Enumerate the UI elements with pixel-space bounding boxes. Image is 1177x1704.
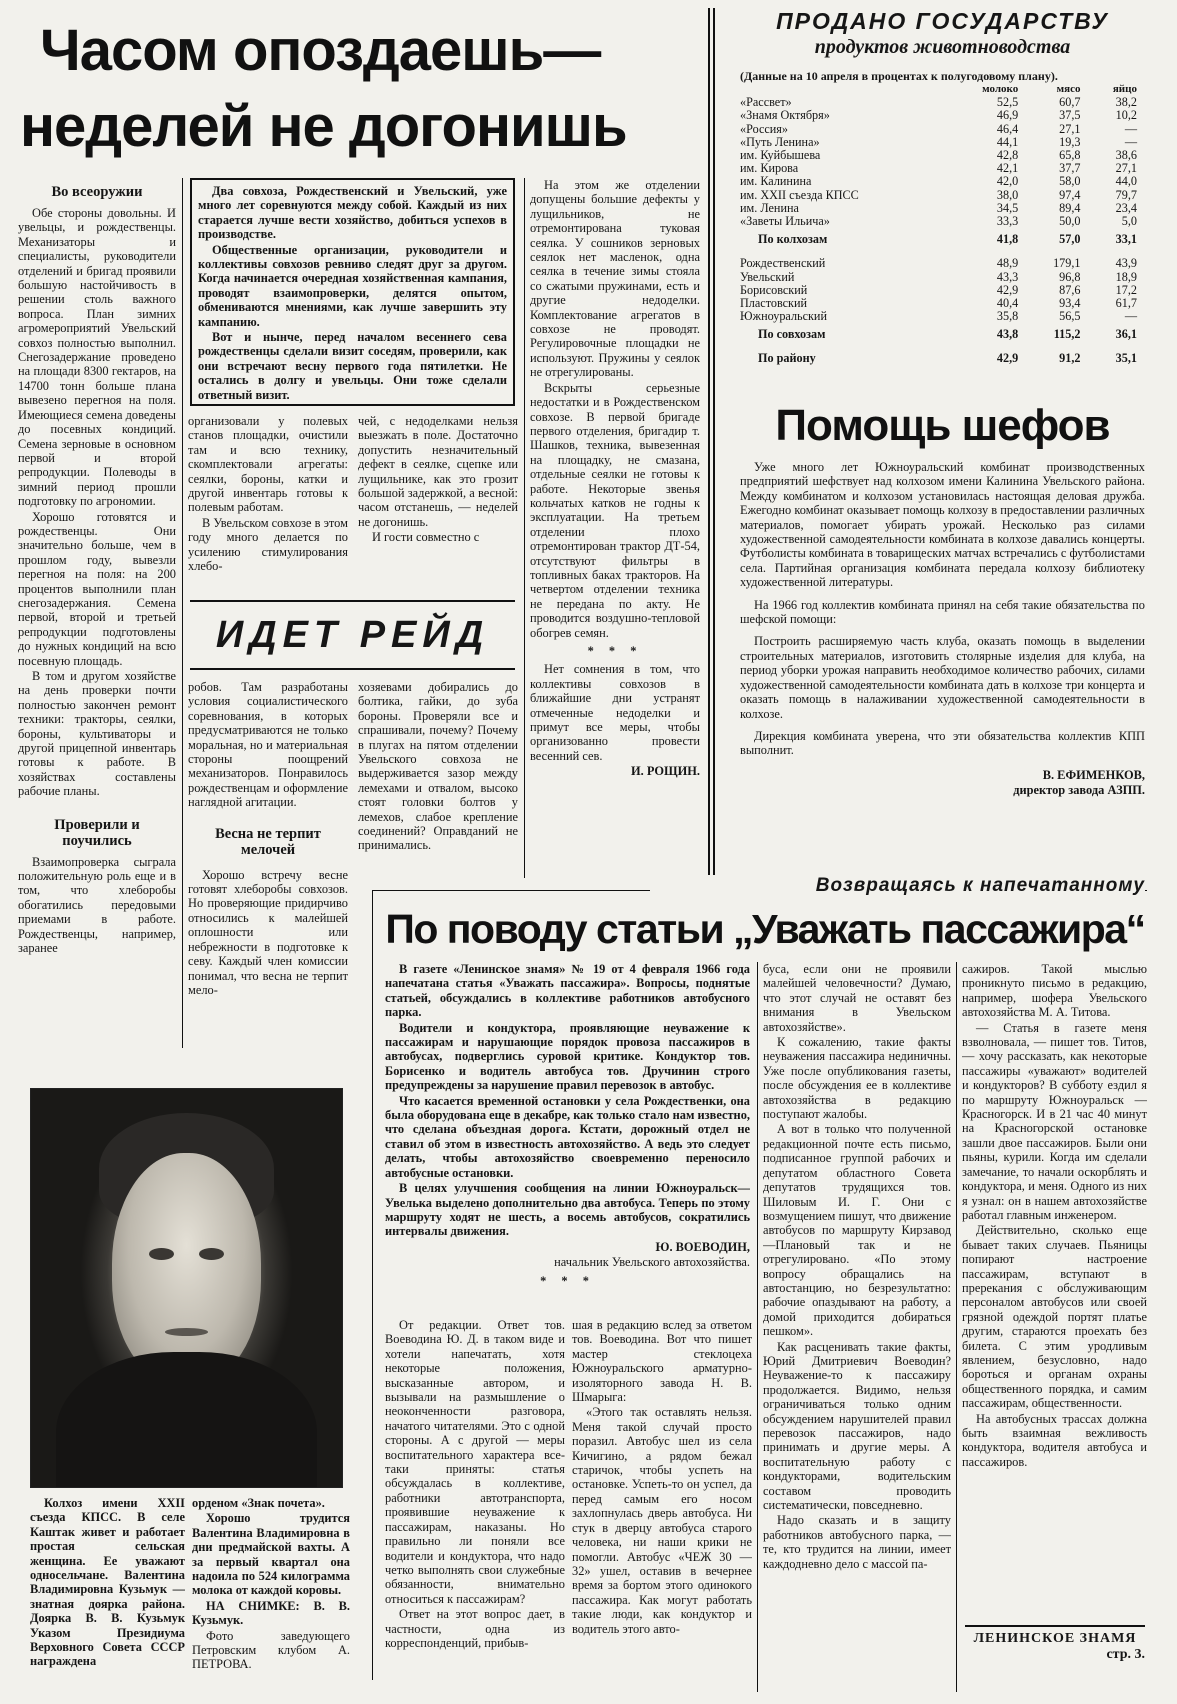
stats-col-meat: мясо [1056, 83, 1081, 95]
stats-cell-name: По совхозам [758, 327, 826, 342]
photo-eye [199, 1248, 224, 1260]
bus-col-c [763, 962, 951, 1698]
column-divider [182, 178, 183, 1048]
stats-block [740, 8, 1145, 393]
subhead-proverili: Проверили и поучились [54, 816, 140, 849]
stats-cell-name: По району [758, 350, 816, 365]
photo-face [112, 1153, 261, 1384]
photo-caption-label: НА СНИМКЕ: В. В. Кузьмук. [192, 1598, 350, 1628]
stats-row [740, 123, 1145, 136]
stats-cell-milk: 43,8 [996, 327, 1019, 342]
stats-title: ПРОДАНО ГОСУДАРСТВУ [776, 8, 1109, 34]
column-divider [524, 178, 525, 878]
page-reference: стр. 3. [1106, 1647, 1145, 1662]
col1-paragraph: Взаимопроверка сыграла положительную роль еще и в том, что хлеборобы обогатились передовыми приемами в работе. Рождественцы, например, заранее [18, 854, 176, 956]
stats-cell-eggs: 18,9 [1115, 269, 1137, 284]
stats-cell-eggs: — [1124, 121, 1137, 136]
col3a-paragraph: И гости совместно с [372, 530, 480, 545]
stats-cell-eggs: 27,1 [1115, 161, 1137, 176]
stats-cell-name: «Путь Ленина» [740, 134, 820, 149]
raid-banner-text: ИДЕТ РЕЙД [215, 614, 490, 656]
bus-col-c-paragraph: Как расценивать такие факты, Юрий Дмитриевич Воеводин? Неуважение-то к пассажиру продолжается. Видимо, нельзя ограничиваться только одним обсуждением нарушителей правил перевозок пассажиров, надо принимать и другие меры. А воспитательную работу с кондукторами, водительским составом проводить систематически, повседневно. [763, 1339, 951, 1513]
column-3a [358, 414, 518, 589]
stats-cell-eggs: 38,2 [1115, 95, 1137, 110]
stats-cell-milk: 35,8 [996, 309, 1019, 324]
section-stars: * * * [540, 1273, 595, 1288]
bus-col-c-paragraph: К сожалению, такие факты неуважения пассажира нединичны. Уже после опубликования газеты, после обсуждения ее в коллективе автохозяйства в редакцию поступают жалобы. [763, 1035, 951, 1122]
stats-cell-eggs: — [1124, 309, 1137, 324]
intro-box [190, 178, 515, 406]
bus-col-d-paragraph: На автобусных трассах должна быть взаимная вежливость кондуктора, водителя автобуса и пассажиров. [962, 1411, 1147, 1469]
column-divider-main [708, 8, 710, 893]
stats-cell-name: «Россия» [740, 121, 789, 136]
bus-title: По поводу статьи „Уважать пассажира“ [385, 906, 1145, 952]
stats-cell-meat: 115,2 [1053, 327, 1081, 342]
stats-cell-meat: 93,4 [1059, 296, 1081, 311]
stats-cell-eggs: — [1124, 134, 1137, 149]
stats-cell-eggs: 44,0 [1115, 174, 1137, 189]
stats-row [740, 215, 1145, 228]
col1-paragraph: Хорошо готовятся и рождественцы. Они значительно больше, чем в прошлом году, вывезли перегноя на поля: на 200 процентов выполнили план снегозадержания. Семена первой, второй и третьей репродукции подготовлены до нужных кондиций на всю посевную площадь. [18, 509, 176, 668]
column-3b [358, 680, 518, 870]
patrons-paragraph: Уже много лет Южноуральский комбинат производственных предприятий шефствует над колхозом имени Калинина Увельского района. Между комбинатом и колхозом установилась настоящая деловая дружба. Ежегодно комбинат оказывает помощь колхозу в предоставлении различных материалов, помогает убирать урожай. Несколько раз силами художественной самодеятельности комбината в колхозе давались концерты. Футболисты комбината в товарищеских матчах встречались с футболистами села. Партийная организация комбината передала колхозу библиотеку художественной литературы. [740, 460, 1145, 590]
bus-col-a-paragraph: От редакции. Ответ тов. Воеводина Ю. Д. в таком виде и хотели напечатать, хотя некоторые положения, высказанные автором, и вызывали на размышление о неоконченности разговора, начатого читателями. Это с одной стороны. А с другой — меры воспитательного характера все-таки приняты: статья обсуждалась в коллективе, работники автотранспорта, проявившие неуважение к пассажирам, наказаны. Но правильно ли поняли все водители и кондуктора, что надо четко выполнять свои служебные обязанности, внимательно относиться к пассажирам? [385, 1318, 565, 1606]
col2b-paragraph: Хорошо встречу весне готовят хлеборобы совхозов. Но проверяющие придирчиво относились к малейшей оплошности или небрежности в подготовке к севу. Каждый член комиссии понимал, что весна не терпит мело- [188, 867, 348, 997]
stats-total-row [740, 347, 1145, 370]
stats-row [740, 271, 1145, 284]
column-divider [757, 962, 758, 1692]
bus-col-b-paragraph: «Этого так оставлять нельзя. Меня такой случай просто поразил. Автобус шел из села Кичигино, а рядом бежал старичок, чтобы успеть на остановке. Успеть-то он успел, да перед самым его носом захлопнулась дверь автобуса. Ни стук в дверцу автобуса старого человека, ни наши крики не помогли. Автобус «ЧЕЖ 30 — 32» ушел, оставив в вечернее время за бортом этого одинокого пассажира. Как могут работать такие люди, как кондуктор и водитель этого авто- [572, 1405, 752, 1636]
bus-left-rule [372, 890, 373, 1680]
stats-cell-name: Борисовский [740, 282, 808, 297]
stats-row [740, 251, 1145, 270]
stats-cell-milk: 33,3 [996, 214, 1019, 229]
stats-cell-milk: 43,3 [996, 269, 1019, 284]
bus-col-d-paragraph: Действительно, сколько еще бывает таких случаев. Пьяницы попирают настроение пассажирам, вступают в пререкания с обслуживающим персоналом автобусов или своей грязной одеждой портят платье другим, стараются проехать без билета. С этим уродливым явлением, безусловно, надо бороться и органам охраны общественного порядка, и самим пассажирам, общественности. [962, 1223, 1147, 1411]
stats-cell-meat: 179,1 [1053, 256, 1081, 271]
stats-cell-name: Увельский [740, 269, 795, 284]
bus-col-c-paragraph: буса, если они не проявили малейшей человечности? Думаю, что этот случай не оставят без внимания в Увельском автохозяйстве». [763, 962, 951, 1034]
stats-cell-milk: 46,4 [996, 121, 1019, 136]
stats-cell-milk: 44,1 [996, 134, 1019, 149]
patrons-signature: В. ЕФИМЕНКОВ, [1042, 767, 1145, 782]
bus-lead-paragraph: В целях улучшения сообщения на линии Южноуральск—Увелька выделено дополнительно два автобуса. Теперь по этому маршруту ходят не шесть, а восемь автобусов, сократились интервалы движения. [385, 1181, 750, 1239]
stats-cell-name: им. Калинина [740, 174, 812, 189]
stats-cell-eggs: 61,7 [1115, 296, 1137, 311]
col1-paragraph: В том и другом хозяйстве на день проверки почти полностью закончен ремонт техники: тракторы, сеялки, бороны, культиваторы и другой прицепной инвентарь готовы к работе. В хозяйствах составлены рабочие планы. [18, 669, 176, 799]
stats-cell-meat: 89,4 [1059, 200, 1081, 215]
col1-paragraph: Обе стороны довольны. И увельцы, и рождественцы. Механизаторы и специалисты, руководители отделений и бригад проявили большую настойчивость в решении столь важного вопроса. План зимних агромероприятий Увельский совхоз полностью выполнил. Снегозадержание проведено на площади 8300 гектаров, на 14700 тонн больше плана вывезено перегноя на поля. Имеющиеся семена доведены до посевных кондиций. Семена зерновые в основном первой и второй репродукции. Полеводы в зимний период прошли подготовку по агрономии. [18, 206, 176, 509]
stats-cell-meat: 96,8 [1059, 269, 1081, 284]
col4-paragraph: Нет сомнения в том, что коллективы совхозов в ближайшие дни устранят отмеченные недоделки и примут все меры, чтобы организованно провести весенний сев. [530, 662, 700, 763]
stats-row [740, 175, 1145, 188]
stats-cell-name: По колхозам [758, 232, 828, 247]
stats-cell-meat: 97,4 [1059, 187, 1081, 202]
stats-cell-eggs: 35,1 [1115, 350, 1137, 365]
stats-cell-milk: 42,9 [996, 282, 1019, 297]
stats-cell-eggs: 5,0 [1121, 214, 1137, 229]
photo-credit: Фото заведующего Петровским клубом А. ПЕТРОВА. [192, 1628, 350, 1672]
patrons-position: директор завода АЗПП. [1013, 783, 1145, 798]
stats-cell-eggs: 38,6 [1115, 148, 1137, 163]
col2b-paragraph: робов. Там разработаны условия социалистического соревнования, в которых предусматриваются не только моральная, но и материальная стороны поощрений механизаторов. Понравилось рождественцам и оформление наглядной агитации. [188, 680, 348, 810]
stats-cell-name: им. Куйбышева [740, 148, 821, 163]
stats-cell-milk: 42,8 [996, 148, 1019, 163]
intro-paragraph: Общественные организации, руководители и коллективы совхозов ревниво следят друг за другом. Когда начинается очередная хозяйственная кампания, проводят взаимопроверки, делятся опытом, обмениваются мнениями, как лучше завершить эту кампанию. [198, 242, 507, 329]
stats-table [740, 83, 1145, 370]
photo-caption-left [30, 1496, 185, 1701]
bus-kicker: Возвращаясь к напечатанному [650, 875, 1145, 897]
patrons-paragraph: На 1966 год коллектив комбината принял на себя такие обязательства по шефской помощи: [740, 597, 1145, 627]
stats-row [740, 310, 1145, 323]
stats-cell-eggs: 79,7 [1115, 187, 1137, 202]
col3b-paragraph: хозяевами добирались до болтика, гайки, до зуба бороны. Проверяли все и спрашивали, почему? Почему в плугах на пятом отделении Увельского совхоза не выдерживается зазор между лемехами и отвалом, высоко стоят головки болтов у лемехов, слабое крепление соединений? Оправданий не принимались. [358, 680, 518, 853]
stats-cell-eggs: 17,2 [1115, 282, 1137, 297]
stats-cell-meat: 19,3 [1059, 134, 1081, 149]
column-divider-main-2 [713, 8, 715, 893]
patrons-paragraph: Дирекция комбината уверена, что эти обязательства коллектив КПП выполнит. [740, 728, 1145, 758]
intro-paragraph: Два совхоза, Рождественский и Увельский, уже много лет соревнуются между собой. Каждый из них старается лучше вести хозяйство, добиться успехов в производстве. [198, 184, 507, 242]
col4-paragraph: На этом же отделении допущены большие дефекты у лущильников, не отремонтирована туковая сеялка. У сошников зерновых сеялок нет масленок, одна сеялка в течение зимы стояла со сжатыми пружинами, есть и другие недоделки. Комплектование агрегатов в совхозе не проводят. Регулировочные площадки не используют. Пружины у сеялок не отрегулированы. [530, 178, 700, 380]
stats-total-row [740, 228, 1145, 251]
column-1 [18, 178, 176, 1194]
headline-line2: неделей не догонишь [20, 94, 627, 159]
stats-total-row [740, 323, 1145, 346]
column-4 [530, 178, 700, 873]
patrons-article [740, 460, 1145, 880]
bus-col-a-paragraph: Ответ на этот вопрос дает, в частности, одна из корреспонденций, прибыв- [385, 1607, 565, 1650]
stats-cell-milk: 42,0 [996, 174, 1019, 189]
bus-col-b [572, 1318, 752, 1698]
stats-subtitle: продуктов животноводства [814, 36, 1071, 58]
stats-cell-name: «Знамя Октября» [740, 108, 830, 123]
stats-cell-milk: 38,0 [996, 187, 1019, 202]
bus-lead-paragraph: Что касается временной остановки у села Рождественки, она была оборудована еще в декабре, как только стало нам известно, что сделана объездная дорога. Кстати, дорожный отдел не ставил об этом в известность автохозяйство. А ведь это следует делать, чтобы автохозяйство своевременно переносило автобусные остановки. [385, 1093, 750, 1180]
stats-cell-eggs: 43,9 [1115, 256, 1137, 271]
bus-col-d-paragraph: сажиров. Такой мыслью проникнуто письмо в редакцию, например, шофера Увельского автохозяйства М. А. Титова. [962, 962, 1147, 1020]
stats-cell-name: «Заветы Ильича» [740, 214, 830, 229]
stats-cell-milk: 42,1 [996, 161, 1019, 176]
stats-cell-meat: 58,0 [1059, 174, 1081, 189]
bus-lead-paragraph: В газете «Ленинское знамя» № 19 от 4 февраля 1966 года напечатана статья «Уважать пассажира». Вопросы, поднятые статьей, обсуждались в коллективе работников автобусного парка. [385, 962, 750, 1020]
stats-cell-milk: 34,5 [996, 200, 1019, 215]
bus-col-b-paragraph: шая в редакцию вслед за ответом тов. Воеводина. Вот что пишет мастер стеклоцеха Южноуральского арматурно-изоляторного завода Н. В. Шмарыга: [572, 1318, 752, 1405]
paper-reference [965, 1625, 1145, 1663]
bus-col-c-paragraph: А вот в только что полученной редакционной почте есть письмо, подписанное группой рабочих и депутатом областного Совета депутатов трудящихся тов. Шиловым И. Г. Они с возмущением пишут, что движение автобусов по маршруту Кирзавод—Плановый так и не отрегулировано. «По этому вопросу обращались на автостанцию, но безрезультатно: рабочие опаздывают на работу, а домой приходится добираться пешком». [763, 1122, 951, 1339]
stats-cell-meat: 60,7 [1059, 95, 1081, 110]
stats-cell-meat: 56,5 [1059, 309, 1081, 324]
stats-cell-milk: 46,9 [996, 108, 1019, 123]
photo-mouth [165, 1328, 209, 1336]
stats-cell-name: им. Кирова [740, 161, 799, 176]
paper-name: ЛЕНИНСКОЕ ЗНАМЯ [973, 1631, 1137, 1646]
stats-cell-meat: 37,7 [1059, 161, 1081, 176]
subhead-vo-vseoruzhii: Во всеоружии [51, 184, 143, 200]
col2a-paragraph: В Увельском совхозе в этом году много делается по усилению стимулирования хлебо- [188, 515, 348, 574]
stats-cell-eggs: 10,2 [1115, 108, 1137, 123]
bus-lead-paragraph: Водители и кондуктора, проявляющие неуважение к пассажирам и нарушающие порядок провоза пассажиров в автобусах, подверглись суровой критике. Кондуктор тов. Борисенко и водитель автобуса тов. Дручинин строго предупреждены за нарушение правил перевозок в автобус. [385, 1020, 750, 1093]
stats-cell-milk: 48,9 [996, 256, 1019, 271]
stats-cell-name: им. Ленина [740, 200, 799, 215]
patrons-paragraph: Построить расширяемую часть клуба, оказать помощь в выделении строительных материалов, изготовить столярные изделия для клуба, на период уборки урожая направить необходимое количество рабочих, силами художественной самодеятельности комбината дать в колхозе три концерта и оказать помощь в налаживании художественной самодеятельности в колхозе. [740, 634, 1145, 721]
stats-cell-meat: 50,0 [1059, 214, 1081, 229]
photo-caption-paragraph: Хорошо трудится Валентина Владимировна в дни предмайской вахты. А за первый квартал она надоила по 524 килограмма молока от каждой коровы. [192, 1511, 350, 1598]
stats-note: (Данные на 10 апреля в процентах к полугодовому плану). [740, 69, 1058, 83]
subhead-vesna: Весна не терпит мелочей [215, 825, 321, 858]
bus-lead-position: начальник Увельского автохозяйства. [554, 1255, 750, 1270]
patrons-title: Помощь шефов [775, 401, 1110, 450]
photo-clothing [56, 1352, 317, 1488]
photo-caption-paragraph: орденом «Знак почета». [192, 1496, 325, 1510]
stats-cell-name: им. XXII съезда КПСС [740, 187, 859, 202]
portrait-photo [30, 1088, 343, 1488]
bus-lead-signature: Ю. ВОЕВОДИН, [655, 1239, 750, 1254]
stats-cell-name: «Рассвет» [740, 95, 792, 110]
photo-caption-paragraph: Колхоз имени XXII съезда КПСС. В селе Каштак живет и работает простая сельская женщина. Ее уважают односельчане. Валентина Владимировна Кузьмук — знатная доярка района. Доярка В. В. Кузьмук Указом Президиума Верховного Совета СССР награждена [30, 1496, 185, 1669]
column-divider [956, 962, 957, 1692]
bus-col-c-paragraph: Надо сказать и в защиту работников автобусного парка, — те, кто трудится на линии, имеет каждодневно дело с массой па- [763, 1513, 951, 1571]
stats-cell-milk: 40,4 [996, 296, 1019, 311]
bus-col-d-paragraph: — Статья в газете меня взволновала, — пишет тов. Титов, — хочу рассказать, как некоторые пассажиры «уважают» водителей и кондукторов? В субботу ездил я по маршруту Южноуральск — Красногорск. И в 21 час 40 минут на Красногорской остановке зашли двое пассажиров. Были они пьяны, курили. Когда им сделали замечание, то начали оскорблять и кондуктора, и меня. Одного из них я узнал: он в нашем автохозяйстве работал главным инженером. [962, 1020, 1147, 1222]
stats-cell-meat: 87,6 [1059, 282, 1081, 297]
stats-col-milk: молоко [982, 83, 1019, 95]
stats-row [740, 109, 1145, 122]
stats-cell-name: Южноуральский [740, 309, 827, 324]
section-stars: * * * [587, 644, 643, 658]
stats-cell-eggs: 23,4 [1115, 200, 1137, 215]
stats-cell-meat: 91,2 [1059, 350, 1081, 365]
stats-row [740, 189, 1145, 202]
bus-lead [385, 962, 750, 1317]
col4-paragraph: Вскрыты серьезные недостатки и в Рождественском совхозе. В первой бригаде первого отделения, бригадир т. Шашков, техника, вывезенная на площадку, не смазана, отдельные сеялки не готовы к работе. Некоторые звенья кольчатых катков не годны к эксплуатации. На третьем отделении плохо отремонтирован трактор ДТ-54, отсутствуют фильтры в топливных баках тракторов. На четвертом отделении техника не передана по акту. Не проводится воздушно-тепловой обогрев семян. [530, 380, 700, 640]
stats-col-eggs: яйцо [1112, 83, 1137, 95]
headline-line1: Часом опоздаешь— [40, 18, 601, 83]
stats-cell-meat: 37,5 [1059, 108, 1081, 123]
bus-col-d [962, 962, 1147, 1622]
stats-row [740, 149, 1145, 162]
stats-cell-eggs: 36,1 [1115, 327, 1137, 342]
intro-paragraph: Вот и нынче, перед началом весеннего сева рождественцы сделали визит соседям, проверили, как они встречают весну первого года пятилетки. Не остались в долгу и увельцы. Они тоже сделали ответный визит. [198, 330, 507, 402]
stats-cell-milk: 42,9 [996, 350, 1019, 365]
col4-signature: И. РОЩИН. [631, 764, 700, 779]
stats-cell-name: Пластовский [740, 296, 808, 311]
col3a-paragraph: чей, с недоделками нельзя выезжать в поле. Достаточно допустить незначительный дефект в сеялке, сцепке или лущильнике, как это грозит большой задержкой, а весной: часом отстанешь, — неделей не догонишь. [358, 414, 518, 529]
main-headline [20, 12, 700, 172]
bus-col-a [385, 1318, 565, 1698]
photo-caption-right [192, 1496, 350, 1701]
stats-cell-milk: 52,5 [996, 95, 1019, 110]
col2a-paragraph: организовали у полевых станов площадки, очистили там и всю технику, скомплектовали агрегаты: сеялки, бороны, катки и другой инвентарь готовы к полевым работам. [188, 414, 348, 515]
raid-banner [190, 600, 515, 670]
stats-cell-meat: 57,0 [1059, 232, 1081, 247]
stats-cell-milk: 41,8 [996, 232, 1019, 247]
stats-cell-meat: 65,8 [1059, 148, 1081, 163]
column-2a [188, 414, 348, 589]
stats-cell-meat: 27,1 [1059, 121, 1081, 136]
stats-cell-eggs: 33,1 [1115, 232, 1137, 247]
stats-cell-name: Рождественский [740, 256, 826, 271]
